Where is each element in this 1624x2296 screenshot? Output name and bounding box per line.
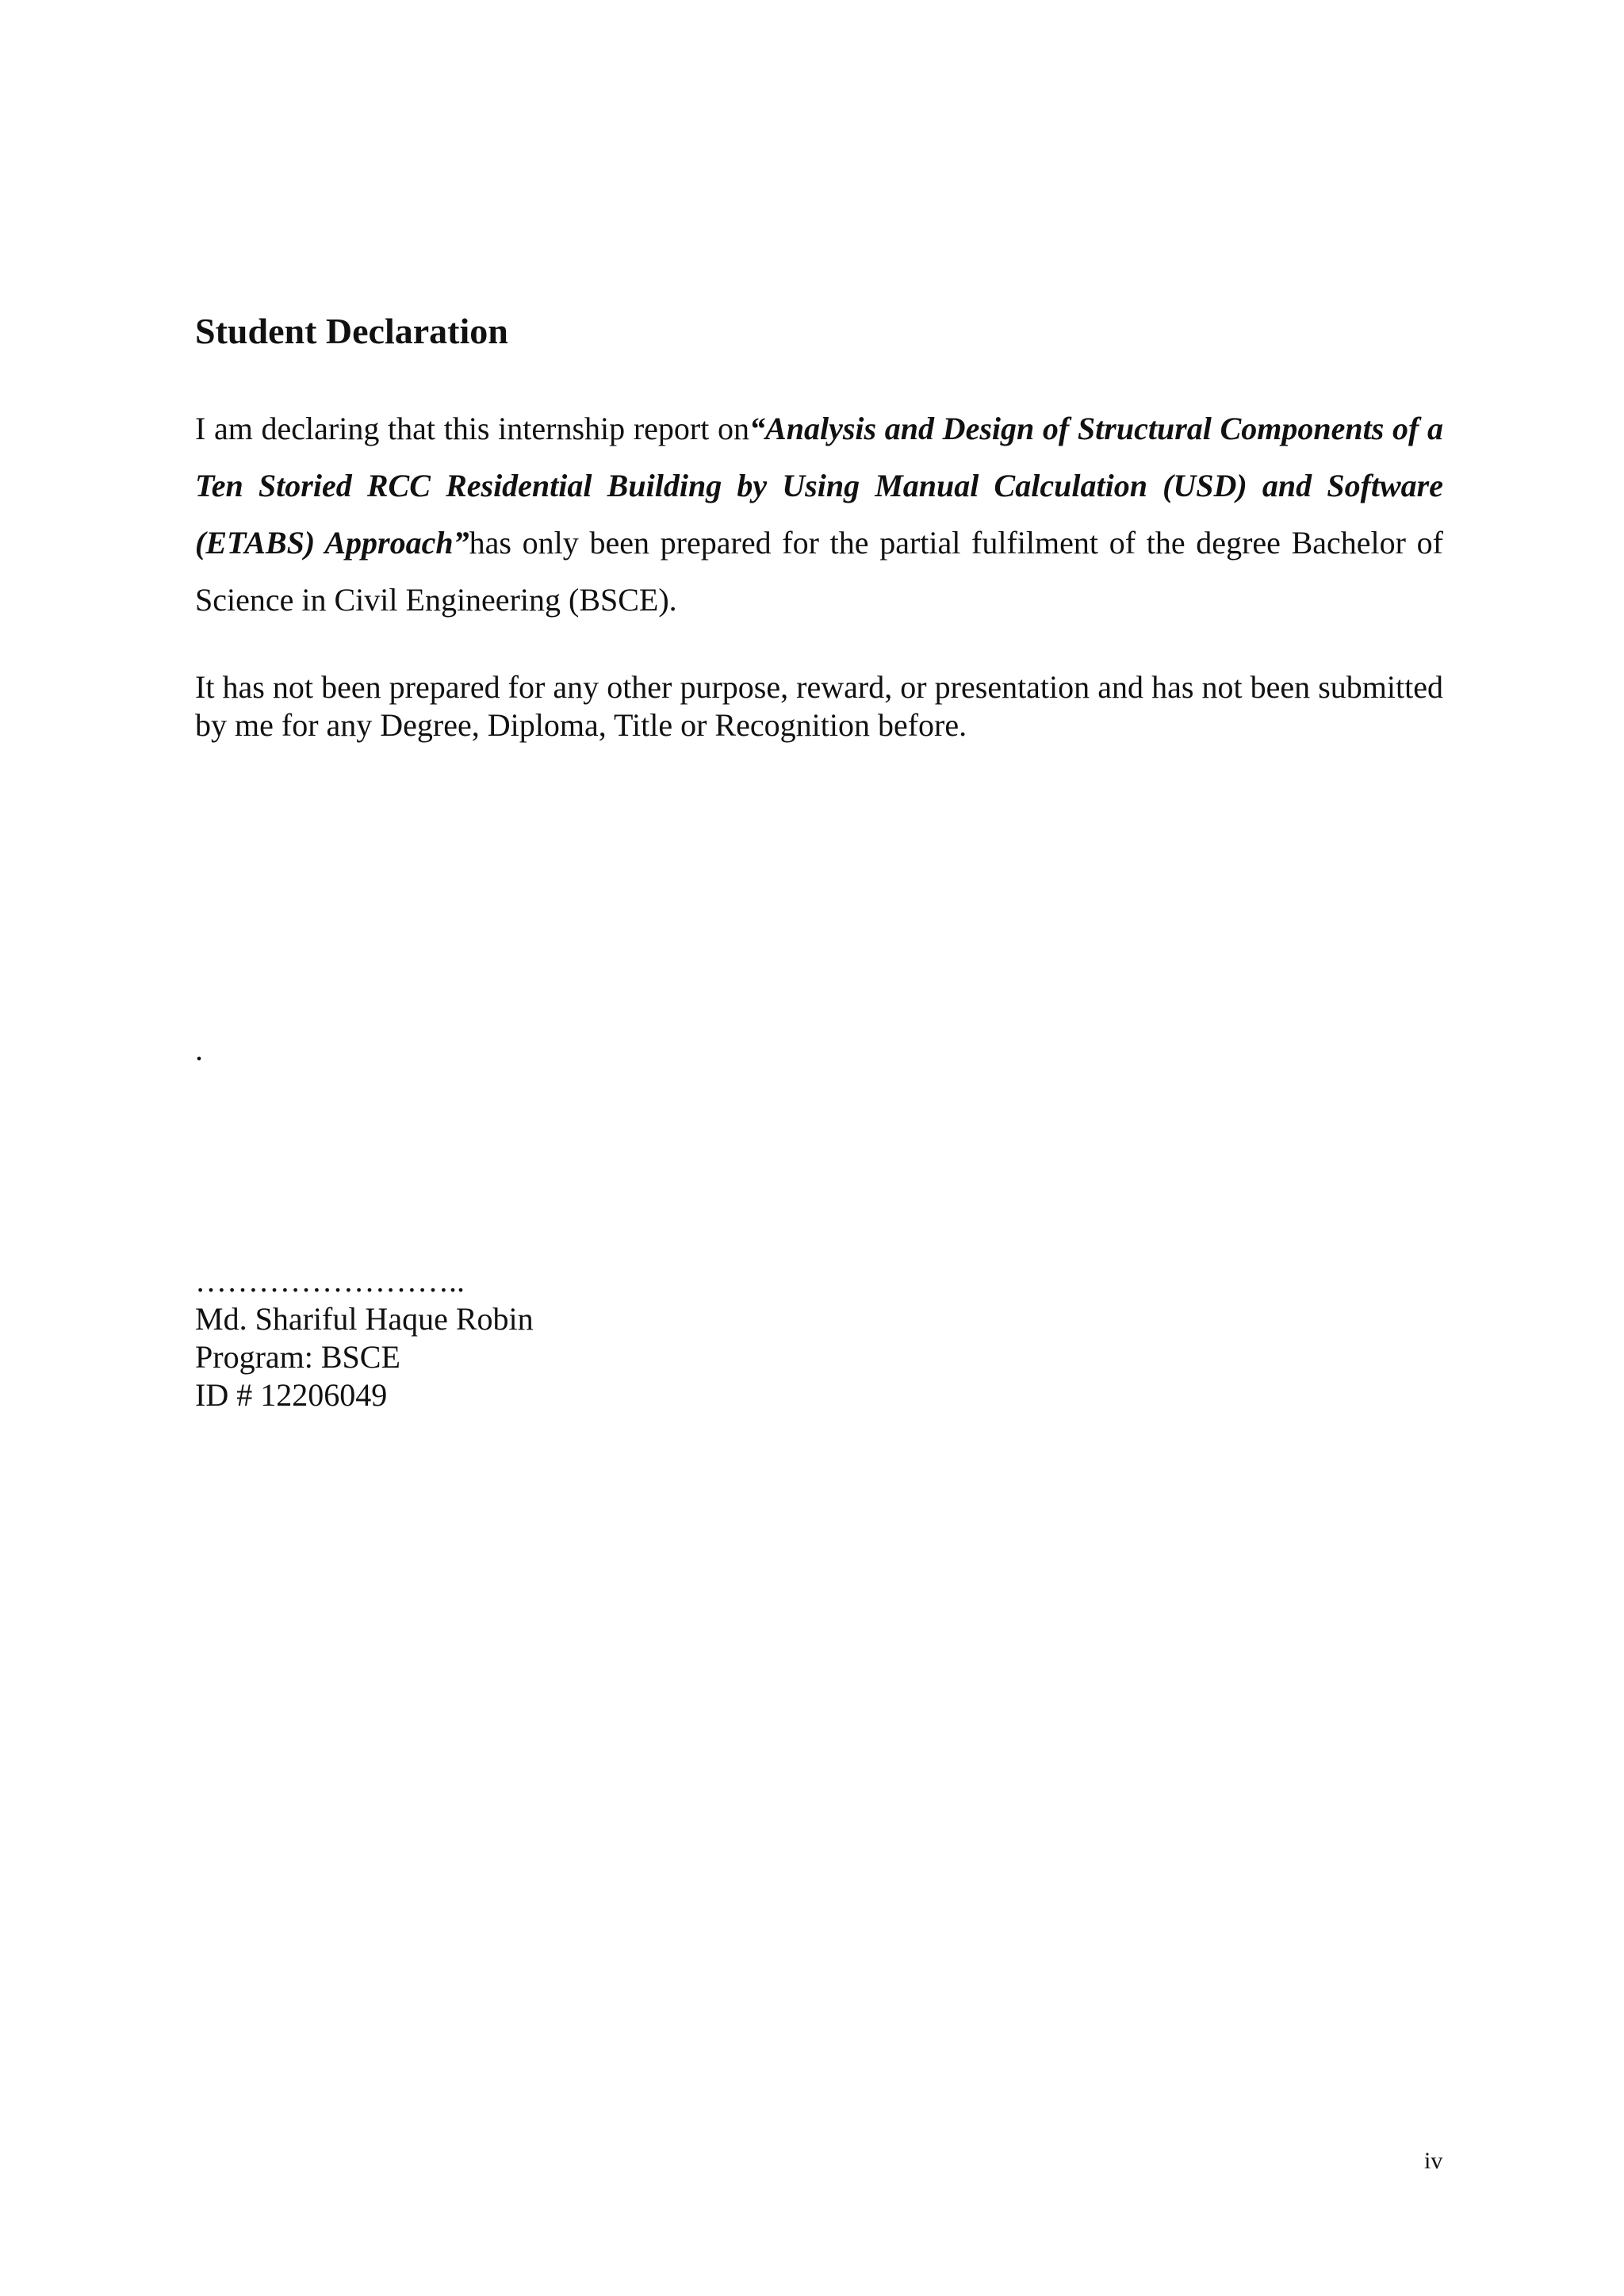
page-title: Student Declaration [195,311,508,351]
signature-line: …………………….. [195,1263,465,1299]
page-number: iv [1424,2148,1443,2174]
signature-block [195,1262,534,1414]
declaration-intro: I am declaring that this internship report on [195,411,750,446]
report-title: “Analysis and Design of Structural Components of a Ten Storied RCC Residential Building by Using Manual Calculation (USD) and Software (ETABS) Approach” [195,411,1443,561]
signatory-id: ID # 12206049 [195,1377,388,1413]
declaration-rest: has only been prepared for the partial fulfilment of the degree Bachelor of Science in Civil Engineering (BSCE). [195,525,1443,618]
signatory-name: Md. Shariful Haque Robin [195,1301,534,1337]
declaration-paragraph [195,400,1443,629]
statement-paragraph: It has not been prepared for any other purpose, reward, or presentation and has not been submitted by me for any Degree, Diploma, Title or Recognition before. [195,669,1443,743]
signatory-program: Program: BSCE [195,1339,400,1375]
stray-mark: . [195,1031,203,1067]
